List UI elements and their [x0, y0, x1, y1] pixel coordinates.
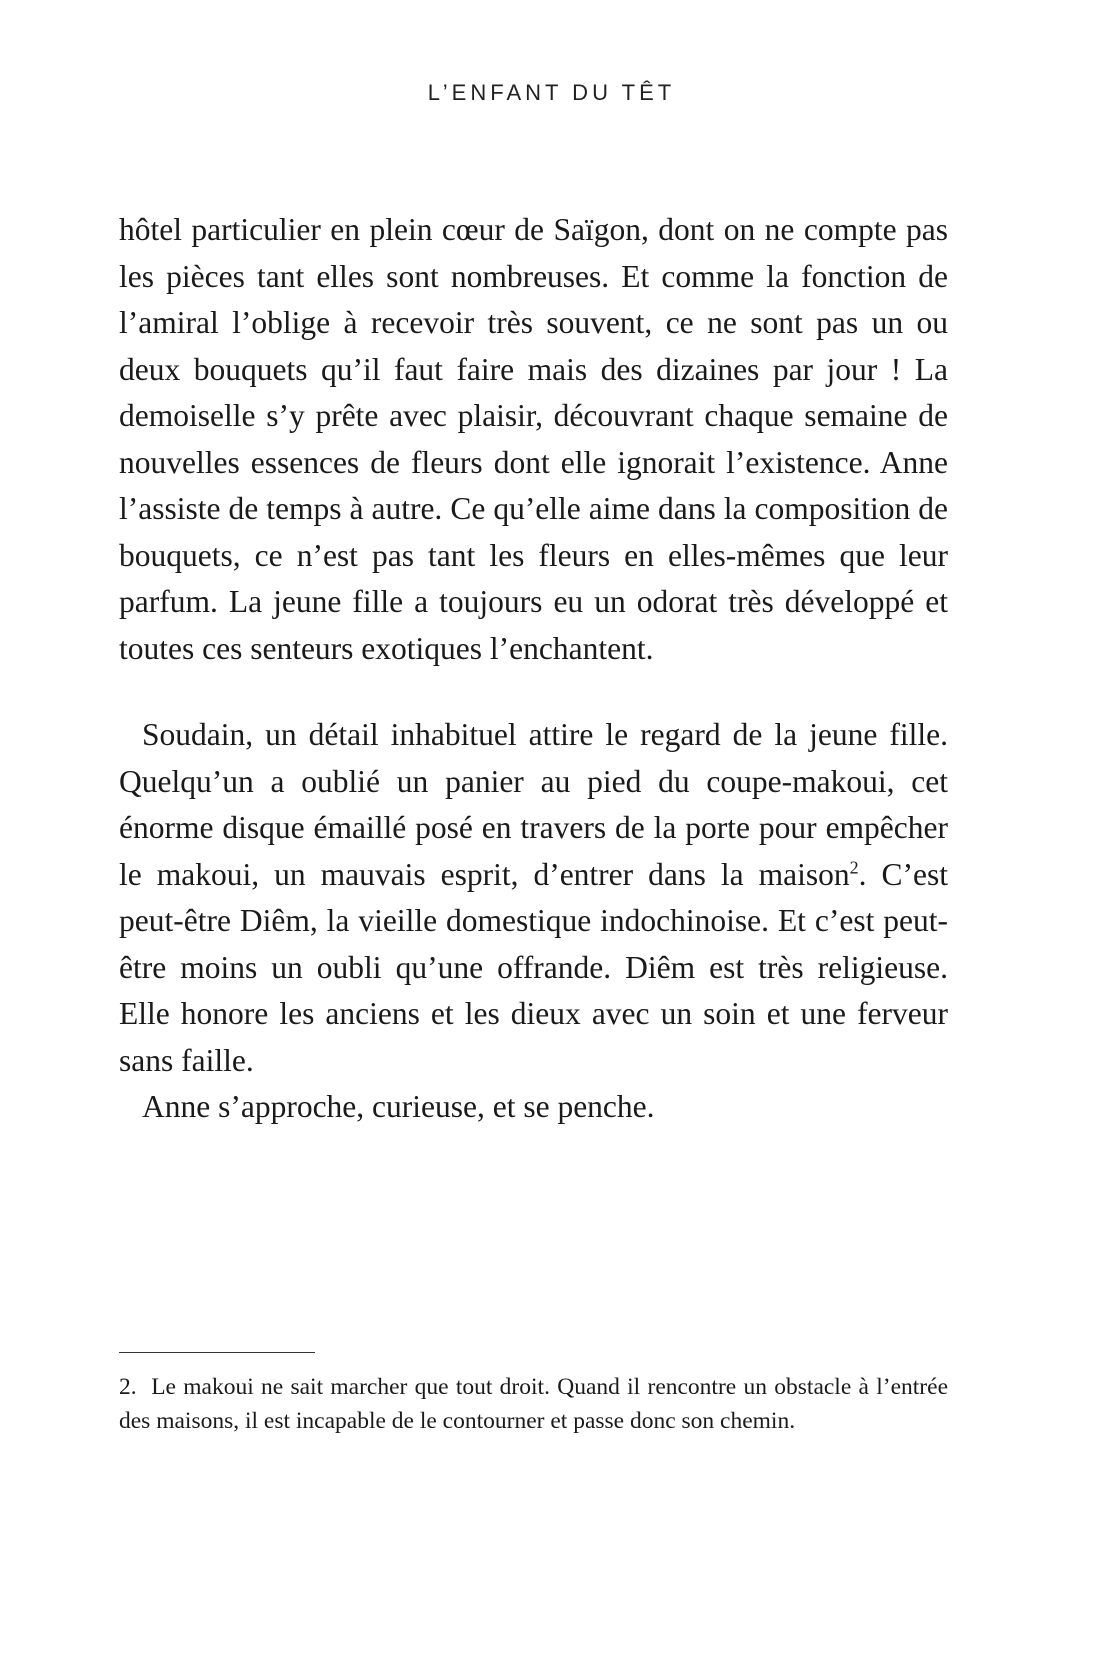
paragraph-1: hôtel particulier en plein cœur de Saïgon, dont on ne compte pas les pièces tant elles sont nombreuses. Et comme la fonction de l’amiral l’oblige à recevoir très souvent, ce ne sont pas un ou deux bouquets qu’il faut faire mais des dizaines par jour ! La demoiselle s’y prête avec plaisir, découvrant chaque semaine de nouvelles essences de fleurs dont elle ignorait l’existence. Anne l’assiste de temps à autre. Ce qu’elle aime dans la composition de bouquets, ce n’est pas tant les fleurs en elles-mêmes que leur parfum. La jeune fille a toujours eu un odorat très développé et toutes ces senteurs exotiques l’enchantent.: [119, 212, 948, 666]
body-text-bottom: [119, 712, 948, 1131]
footnote: [119, 1370, 948, 1438]
paragraph-2-part-2: . C’est peut-être Diêm, la vieille domestique indochinoise. Et c’est peut-être moins un oubli qu’une offrande. Diêm est très religieuse. Elle honore les anciens et les dieux avec un soin et une ferveur sans faille.: [119, 856, 948, 1078]
footnote-text: Le makoui ne sait marcher que tout droit. Quand il rencontre un obstacle à l’entrée des maisons, il est incapable de le contourner et passe donc son chemin.: [119, 1374, 948, 1434]
footnote-reference: 2: [849, 857, 859, 877]
paragraph-2: [119, 712, 948, 1084]
paragraph-3: Anne s’approche, curieuse, et se penche.: [142, 1089, 655, 1124]
running-head-title: L’ENFANT DU TÊT: [427, 80, 676, 105]
body-text-top: [119, 207, 948, 672]
footnote-separator: [119, 1352, 315, 1353]
paragraph-2-part-1: Soudain, un détail inhabituel attire le regard de la jeune fille. Quelqu’un a oublié un panier au pied du coupe-makoui, cet énorme disque émaillé posé en travers de la porte pour empêcher le makoui, un mauvais esprit, d’entrer dans la maison: [119, 717, 948, 892]
footnote-number: 2.: [119, 1374, 137, 1400]
